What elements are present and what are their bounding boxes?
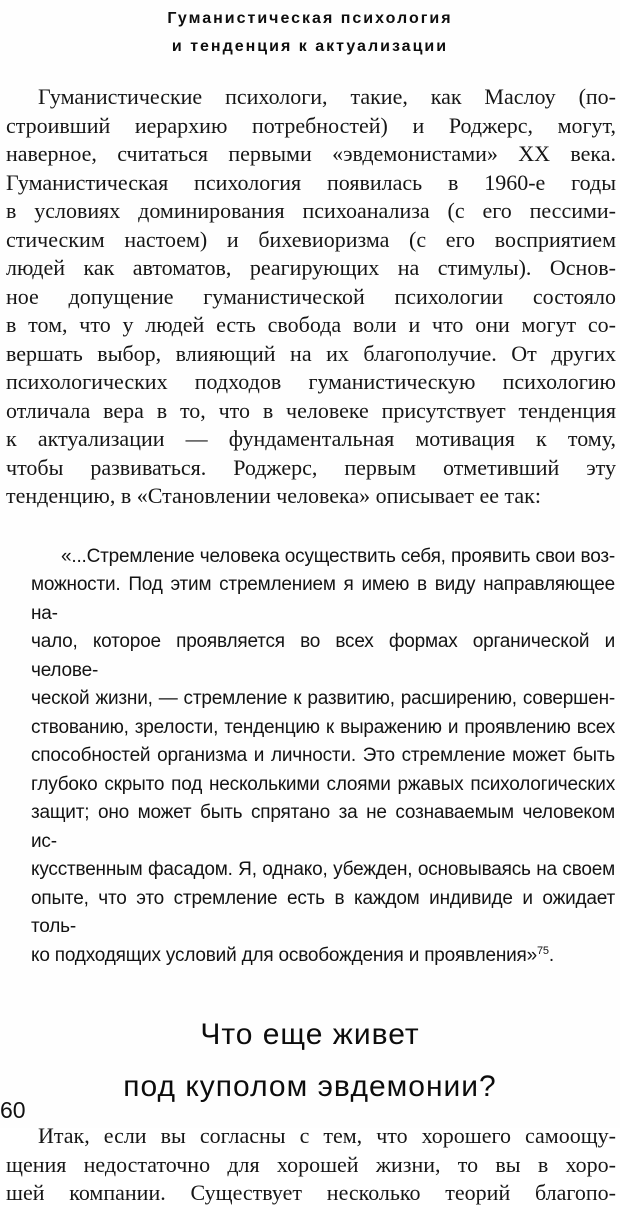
body-text-line: шей компании. Существует несколько теорий благопо- [6,1180,616,1205]
section-heading-line2: под куполом эвдемонии? [123,1070,497,1103]
body-text-line: в том, что у людей есть свобода воли и что они могут со- [6,312,616,337]
body-text-line: вершать выбор, влияющий на их благополучие. От других [6,340,616,366]
quote-text-line: защит; оно может быть спрятано за не сознаваемым человеком ис- [31,802,615,852]
body-text-line: щения недостаточно для хорошей жизни, то вы в хоро- [6,1151,616,1177]
quote-text-line: способностей организма и личности. Это стремление может быть [31,745,615,766]
quote-last-line [31,942,615,971]
footnote-reference: 75 [537,944,549,957]
quote-text-line: ствованию, зрелости, тенденцию к выражению и проявлению всех [31,716,615,738]
body-text-line: Гуманистические психологи, такие, как Маслоу (по- [38,84,616,109]
body-text-line: людей как автоматов, реагирующих на стимулы). Основ- [6,255,616,280]
quote-text-line: опыте, что это стремление есть в каждом индивиде и ожидает толь- [31,887,615,937]
body-text-line: Гуманистическая психология появилась в 1960-е годы [6,169,616,195]
section-heading-line1: Что еще живет [200,1018,420,1051]
running-header-line1: Гуманистическая психология [167,10,453,27]
body-text-line: чтобы развиваться. Роджерс, первым отметивший эту [6,454,616,480]
body-text-line: к актуализации — фундаментальная мотивация к тому, [6,426,616,451]
section-heading [0,1015,620,1107]
running-header-line2: и тенденция к актуализации [171,38,449,55]
body-text-line: ное допущение гуманистической психологии состояло [6,283,616,309]
running-header [0,0,620,61]
paragraph-humanistic-psychology [0,83,620,511]
body-text-line: Итак, если вы согласны с тем, что хорошего самоощу- [38,1123,616,1148]
quote-text-line: кусственным фасадом. Я, однако, убежден, основываясь на своем [31,859,615,880]
rogers-quote [31,543,615,971]
body-text-line: в условиях доминирования психоанализа (с его пессими- [6,198,616,223]
quote-text-line: можности. Под этим стремлением я имею в виду направляющее на- [31,574,615,624]
body-text-line: психологических подходов гуманистическую психологию [6,369,616,394]
body-text-line: наверное, считаться первыми «эвдемонистами» XX века. [6,141,616,166]
quote-text-line: чало, которое проявляется во всех формах органической и челове- [31,631,615,681]
body-text-line: строивший иерархию потребностей) и Роджерс, могут, [6,112,616,138]
page-number: 60 [0,1097,26,1123]
body-text-line: отличала вера в то, что в человеке присутствует тенденция [6,397,616,423]
quote-text-line: глубоко скрыто под несколькими слоями ржавых психологических [31,773,615,795]
quote-body [31,543,615,942]
body-text-line: стическим настоем) и бихевиоризма (с его восприятием [6,226,616,252]
quote-text-line: «...Стремление человека осуществить себя, проявить свои воз- [61,545,615,567]
body-text-line: тенденцию, в «Становлении человека» описывает ее так: [6,483,541,508]
quote-last-text: ко подходящих условий для освобождения и проявления» [31,944,537,966]
quote-final-period: . [548,944,554,966]
paragraph-eudaimonia-intro [0,1122,620,1208]
quote-text-line: ческой жизни, — стремление к развитию, расширению, совершен- [31,688,615,709]
